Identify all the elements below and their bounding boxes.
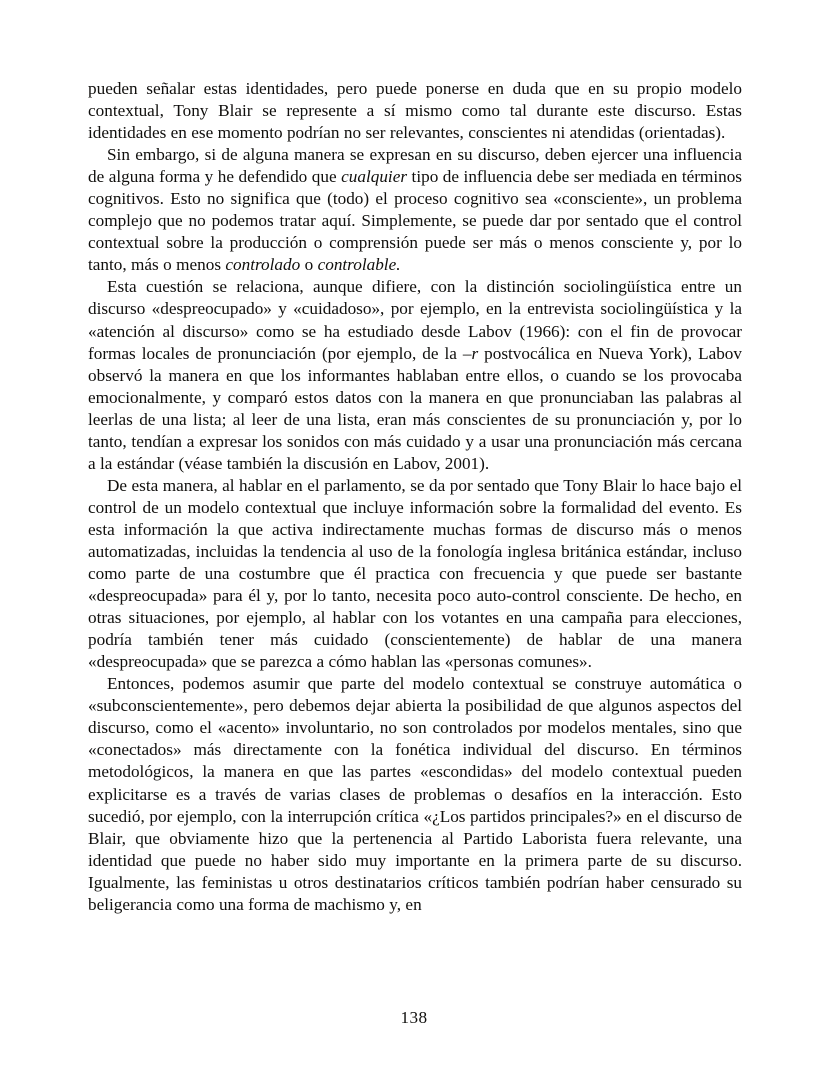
- body-text: Esta cuestión se relaciona, aunque difiere, con la distinción sociolingüística entre un discurso «despreocupado» y «cuidadoso», por ejemplo, en la entrevista sociolingüística y la «atención al discurso» como se ha estudiado desde Labov (1966): con el fin de provocar formas locales de pronunciación (por ejemplo, de la: [88, 277, 742, 363]
- paragraph-1: [88, 78, 742, 144]
- emphasis-text: cualquier: [341, 167, 408, 187]
- paragraph-5: [88, 673, 742, 916]
- paragraph-3: [88, 276, 742, 474]
- body-text: Entonces, podemos asumir que parte del modelo contextual se construye automática o «subconscientemente», pero debemos dejar abierta la posibilidad de que algunos aspectos del discurso, como el «acento» involuntario, no son controlados por modelos mentales, sino que «conectados» más directamente con la fonética individual del discurso. En términos metodológicos, la manera en que las partes «escondidas» del modelo contextual pueden explicitarse es a través de varias clases de problemas o desafíos en la interacción. Esto sucedió, por ejemplo, con la interrupción crítica «¿Los partidos principales?» en el discurso de Blair, que obviamente hizo que la pertenencia al Partido Laborista fuera relevante, una identidad que puede no haber sido muy importante en la primera parte de su discurso. Igualmente, las feministas u otros destinatarios críticos también podrían haber censurado su beligerancia como una forma de machismo y, en: [88, 674, 742, 914]
- paragraph-2: [88, 144, 742, 276]
- body-text: Sin embargo, si de alguna manera se expresan en su discurso, deben ejercer una influencia de alguna forma y he defendido que: [88, 145, 742, 187]
- emphasis-text: controlado: [225, 255, 301, 275]
- body-text: postvocálica en Nueva York), Labov observó la manera en que los informantes hablaban entre ellos, o cuando se los provocaba emocionalmente, y comparó estos datos con la manera en que pronunciaban las palabras al leerlas de una lista; al leer de una lista, eran más conscientes de su pronunciación y, por lo tanto, tendían a expresar los sonidos con más cuidado y a usar una pronunciación más cercana a la estándar (véase también la discusión en Labov, 2001).: [88, 343, 742, 473]
- paragraph-4: [88, 475, 742, 673]
- body-text: o: [300, 255, 318, 275]
- emphasis-text: –r: [462, 343, 479, 363]
- body-text: pueden señalar estas identidades, pero puede ponerse en duda que en su propio modelo contextual, Tony Blair se represente a sí mismo como tal durante este discurso. Estas identidades en ese momento podrían no ser relevantes, conscientes ni atendidas (orientadas).: [88, 79, 742, 143]
- body-text: De esta manera, al hablar en el parlamento, se da por sentado que Tony Blair lo hace bajo el control de un modelo contextual que incluye información sobre la formalidad del evento. Es esta información la que activa indirectamente muchas formas de discurso más o menos automatizadas, incluidas la tendencia al uso de la fonología inglesa británica estándar, incluso como parte de una costumbre que él practica con frecuencia y que puede ser bastante «despreocupada» para él y, por lo tanto, necesita poco auto-control consciente. De hecho, en otras situaciones, por ejemplo, al hablar con los votantes en una campaña para elecciones, podría también tener más cuidado (conscientemente) de hablar de una manera «despreocupada» que se parezca a cómo hablan las «personas comunes».: [88, 475, 742, 672]
- page-number: 138: [400, 1008, 428, 1027]
- body-text-block: [88, 78, 742, 916]
- body-text: tipo de influencia debe ser mediada en términos cognitivos. Esto no significa que (todo) el proceso cognitivo sea «consciente», un problema complejo que no podemos tratar aquí. Simplemente, se puede dar por sentado que el control contextual sobre la producción o comprensión puede ser más o menos consciente y, por lo tanto, más o menos: [88, 167, 742, 275]
- emphasis-text: controlable.: [317, 255, 401, 275]
